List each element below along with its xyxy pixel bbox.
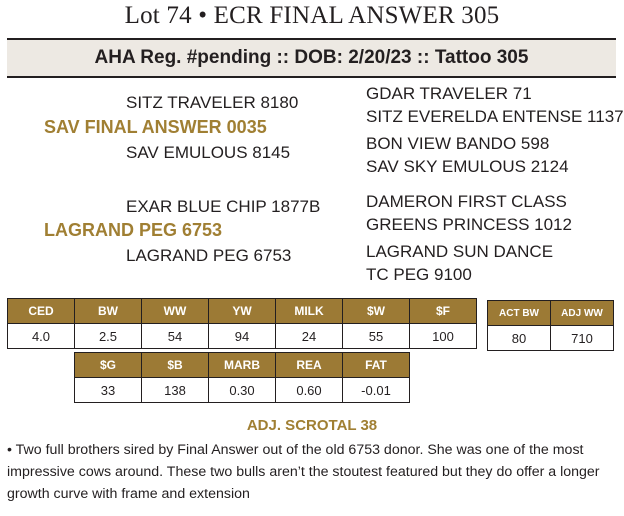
index-header-marb: MARB bbox=[209, 353, 276, 378]
epd-value-f: 100 bbox=[410, 324, 477, 349]
index-header-b: $B bbox=[142, 353, 209, 378]
index-header-rea: REA bbox=[276, 353, 343, 378]
index-value-row bbox=[75, 378, 410, 403]
dam-dam-sire: LAGRAND SUN DANCE bbox=[366, 242, 554, 261]
index-value-rea: 0.60 bbox=[276, 378, 343, 403]
epd-value-bw: 2.5 bbox=[75, 324, 142, 349]
actual-value-bw: 80 bbox=[488, 326, 551, 351]
epd-header-bw: BW bbox=[75, 299, 142, 324]
actual-header-bw: ACT BW bbox=[488, 301, 551, 326]
index-table bbox=[74, 352, 410, 403]
dam-sire-sire: DAMERON FIRST CLASS bbox=[366, 192, 567, 211]
epd-header-f: $F bbox=[410, 299, 477, 324]
index-value-b: 138 bbox=[142, 378, 209, 403]
index-header-row bbox=[75, 353, 410, 378]
dam-dam: LAGRAND PEG 6753 bbox=[126, 246, 292, 265]
adj-scrotal: ADJ. SCROTAL 38 bbox=[246, 417, 378, 434]
epd-table bbox=[7, 298, 477, 349]
actual-header-row bbox=[488, 301, 614, 326]
sire-name: SAV FINAL ANSWER 0035 bbox=[44, 117, 267, 137]
epd-value-ww: 54 bbox=[142, 324, 209, 349]
epd-header-yw: YW bbox=[209, 299, 276, 324]
epd-header-milk: MILK bbox=[276, 299, 343, 324]
epd-header-row bbox=[8, 299, 477, 324]
epd-header-ced: CED bbox=[8, 299, 75, 324]
sire-dam-sire: BON VIEW BANDO 598 bbox=[366, 134, 550, 153]
actual-value-row bbox=[488, 326, 614, 351]
epd-value-row bbox=[8, 324, 477, 349]
registration-bar: AHA Reg. #pending :: DOB: 2/20/23 :: Tattoo 305 bbox=[7, 38, 616, 78]
actual-weights-table bbox=[487, 300, 614, 351]
epd-header-ww: WW bbox=[142, 299, 209, 324]
index-header-fat: FAT bbox=[343, 353, 410, 378]
lot-title: Lot 74 • ECR FINAL ANSWER 305 bbox=[124, 2, 500, 29]
epd-value-milk: 24 bbox=[276, 324, 343, 349]
dam-sire: EXAR BLUE CHIP 1877B bbox=[126, 197, 321, 216]
index-value-fat: -0.01 bbox=[343, 378, 410, 403]
actual-value-ww: 710 bbox=[551, 326, 614, 351]
lot-notes: • Two full brothers sired by Final Answer out of the old 6753 donor. She was one of the most impressive cows around. These two bulls aren’t the stoutest featured but they do offer a longer growth curve with frame and extension bbox=[7, 442, 600, 502]
epd-header-w: $W bbox=[343, 299, 410, 324]
sire-sire: SITZ TRAVELER 8180 bbox=[126, 93, 299, 112]
dam-name: LAGRAND PEG 6753 bbox=[44, 220, 223, 240]
epd-value-w: 55 bbox=[343, 324, 410, 349]
dam-dam-dam: TC PEG 9100 bbox=[366, 265, 472, 284]
sire-sire-dam: SITZ EVERELDA ENTENSE 1137 bbox=[366, 107, 624, 126]
sire-sire-sire: GDAR TRAVELER 71 bbox=[366, 84, 532, 103]
index-value-g: 33 bbox=[75, 378, 142, 403]
index-header-g: $G bbox=[75, 353, 142, 378]
index-value-marb: 0.30 bbox=[209, 378, 276, 403]
dam-sire-dam: GREENS PRINCESS 1012 bbox=[366, 215, 572, 234]
epd-value-yw: 94 bbox=[209, 324, 276, 349]
sire-dam-dam: SAV SKY EMULOUS 2124 bbox=[366, 157, 569, 176]
actual-header-ww: ADJ WW bbox=[551, 301, 614, 326]
sire-dam: SAV EMULOUS 8145 bbox=[126, 143, 291, 162]
epd-value-ced: 4.0 bbox=[8, 324, 75, 349]
